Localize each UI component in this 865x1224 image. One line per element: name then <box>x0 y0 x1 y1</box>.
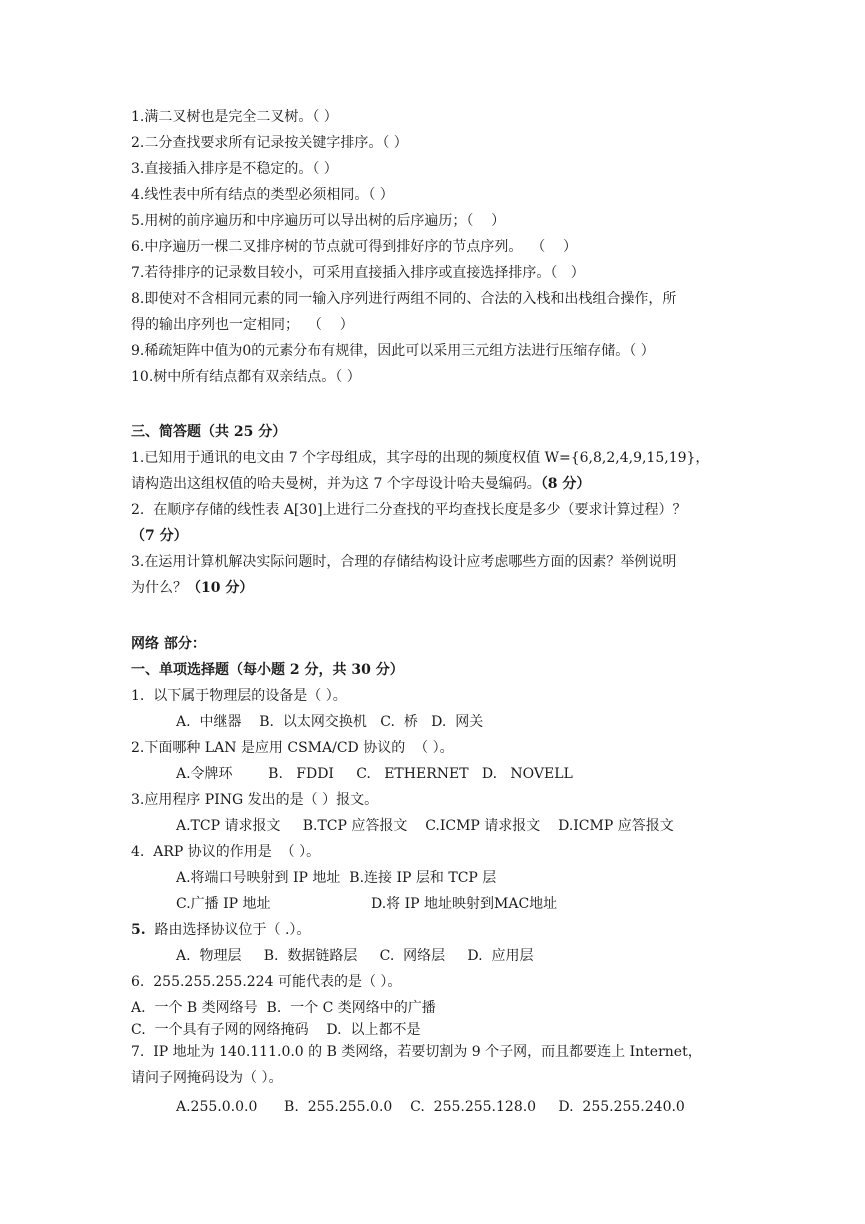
short-answer-q1-line2 <box>131 474 590 494</box>
short-answer-q2-line1: 2. 在顺序存储的线性表 A[30]上进行二分查找的平均查找长度是多少（要求计算过程）？ <box>131 502 687 518</box>
q3-score: （10 分） <box>187 580 254 596</box>
q1-text: 请构造出这组权值的哈夫曼树，并为这 7 个字母设计哈夫曼编码。 <box>131 476 541 492</box>
judge-item-1: 1.满二叉树也是完全二叉树。（ ） <box>131 109 338 125</box>
network-q4-option-c: C.广播 IP 地址 <box>176 896 271 912</box>
judge-item-4: 4.线性表中所有结点的类型必须相同。（ ） <box>131 187 394 203</box>
judge-item-3: 3.直接插入排序是不稳定的。（ ） <box>131 161 338 177</box>
network-q5-text: 路由选择协议位于（ .）。 <box>145 922 311 938</box>
short-answer-q2-score: （7 分） <box>131 528 188 544</box>
network-q5 <box>131 920 310 940</box>
network-q3: 3.应用程序 PING 发出的是（ ）报文。 <box>131 792 379 808</box>
network-part-title: 网络 部分： <box>131 636 206 652</box>
network-q1-options: A. 中继器 B. 以太网交换机 C. 桥 D. 网关 <box>176 714 484 730</box>
judge-item-8-line1: 8.即使对不含相同元素的同一输入序列进行两组不同的、合法的入栈和出栈组合操作，所 <box>131 291 677 307</box>
network-q6: 6. 255.255.255.224 可能代表的是（ ）。 <box>131 974 402 990</box>
judge-item-10: 10.树中所有结点都有双亲结点。（ ） <box>131 369 361 385</box>
judge-item-7: 7.若待排序的记录数目较小，可采用直接插入排序或直接选择排序。（ ） <box>131 265 585 281</box>
judge-item-9: 9.稀疏矩阵中值为0的元素分布有规律，因此可以采用三元组方法进行压缩存储。（ ） <box>131 343 655 359</box>
network-q5-options: A. 物理层 B. 数据链路层 C. 网络层 D. 应用层 <box>176 948 534 964</box>
network-q3-options: A.TCP 请求报文 B.TCP 应答报文 C.ICMP 请求报文 D.ICMP 应答报文 <box>176 818 674 834</box>
judge-item-2: 2.二分查找要求所有记录按关键字排序。（ ） <box>131 135 408 151</box>
network-q7-options: A.255.0.0.0 B. 255.255.0.0 C. 255.255.128.0 D. 255.255.240.0 <box>176 1099 685 1115</box>
network-q2: 2.下面哪种 LAN 是应用 CSMA/CD 协议的 （ ）。 <box>131 740 454 756</box>
judge-item-5: 5.用树的前序遍历和中序遍历可以导出树的后序遍历；（ ） <box>131 213 506 229</box>
network-q7-line1: 7. IP 地址为 140.111.0.0 的 B 类网络，若要切割为 9 个子网，而且都要连上 Internet， <box>131 1044 702 1060</box>
network-q5-number: 5. <box>131 922 146 938</box>
network-q4: 4. ARP 协议的作用是 （ ）。 <box>131 844 321 860</box>
judge-item-8-line2: 得的输出序列也一定相同； （ ） <box>131 317 354 333</box>
q1-score: （8 分） <box>540 476 591 492</box>
network-q1: 1. 以下属于物理层的设备是（ ）。 <box>131 688 347 704</box>
short-answer-q3-line1: 3.在运用计算机解决实际问题时，合理的存储结构设计应考虑哪些方面的因素？举例说明 <box>131 554 677 570</box>
network-q6-options-line1: A. 一个 B 类网络号 B. 一个 C 类网络中的广播 <box>131 1000 436 1016</box>
short-answer-q1-line1: 1.已知用于通讯的电文由 7 个字母组成，其字母的出现的频度权值 W={6,8,2,4,9,15,19}， <box>131 450 710 466</box>
network-mc-heading: 一、单项选择题（每小题 2 分，共 30 分） <box>131 662 404 678</box>
network-q6-options-line2: C. 一个具有子网的网络掩码 D. 以上都不是 <box>131 1022 421 1038</box>
network-q4-options-line1: A.将端口号映射到 IP 地址 B.连接 IP 层和 TCP 层 <box>176 870 497 886</box>
short-answer-q3-line2 <box>131 578 253 598</box>
network-q7-line2: 请问子网掩码设为（ ）。 <box>131 1070 283 1086</box>
judge-item-6: 6.中序遍历一棵二叉排序树的节点就可得到排好序的节点序列。 （ ） <box>131 239 578 255</box>
q3-text: 为什么？ <box>131 580 187 596</box>
network-q2-options: A.令牌环 B. FDDI C. ETHERNET D. NOVELL <box>176 766 573 782</box>
network-q4-option-d: D.将 IP 地址映射到MAC地址 <box>371 896 558 912</box>
short-answer-heading: 三、简答题（共 25 分） <box>131 424 287 440</box>
